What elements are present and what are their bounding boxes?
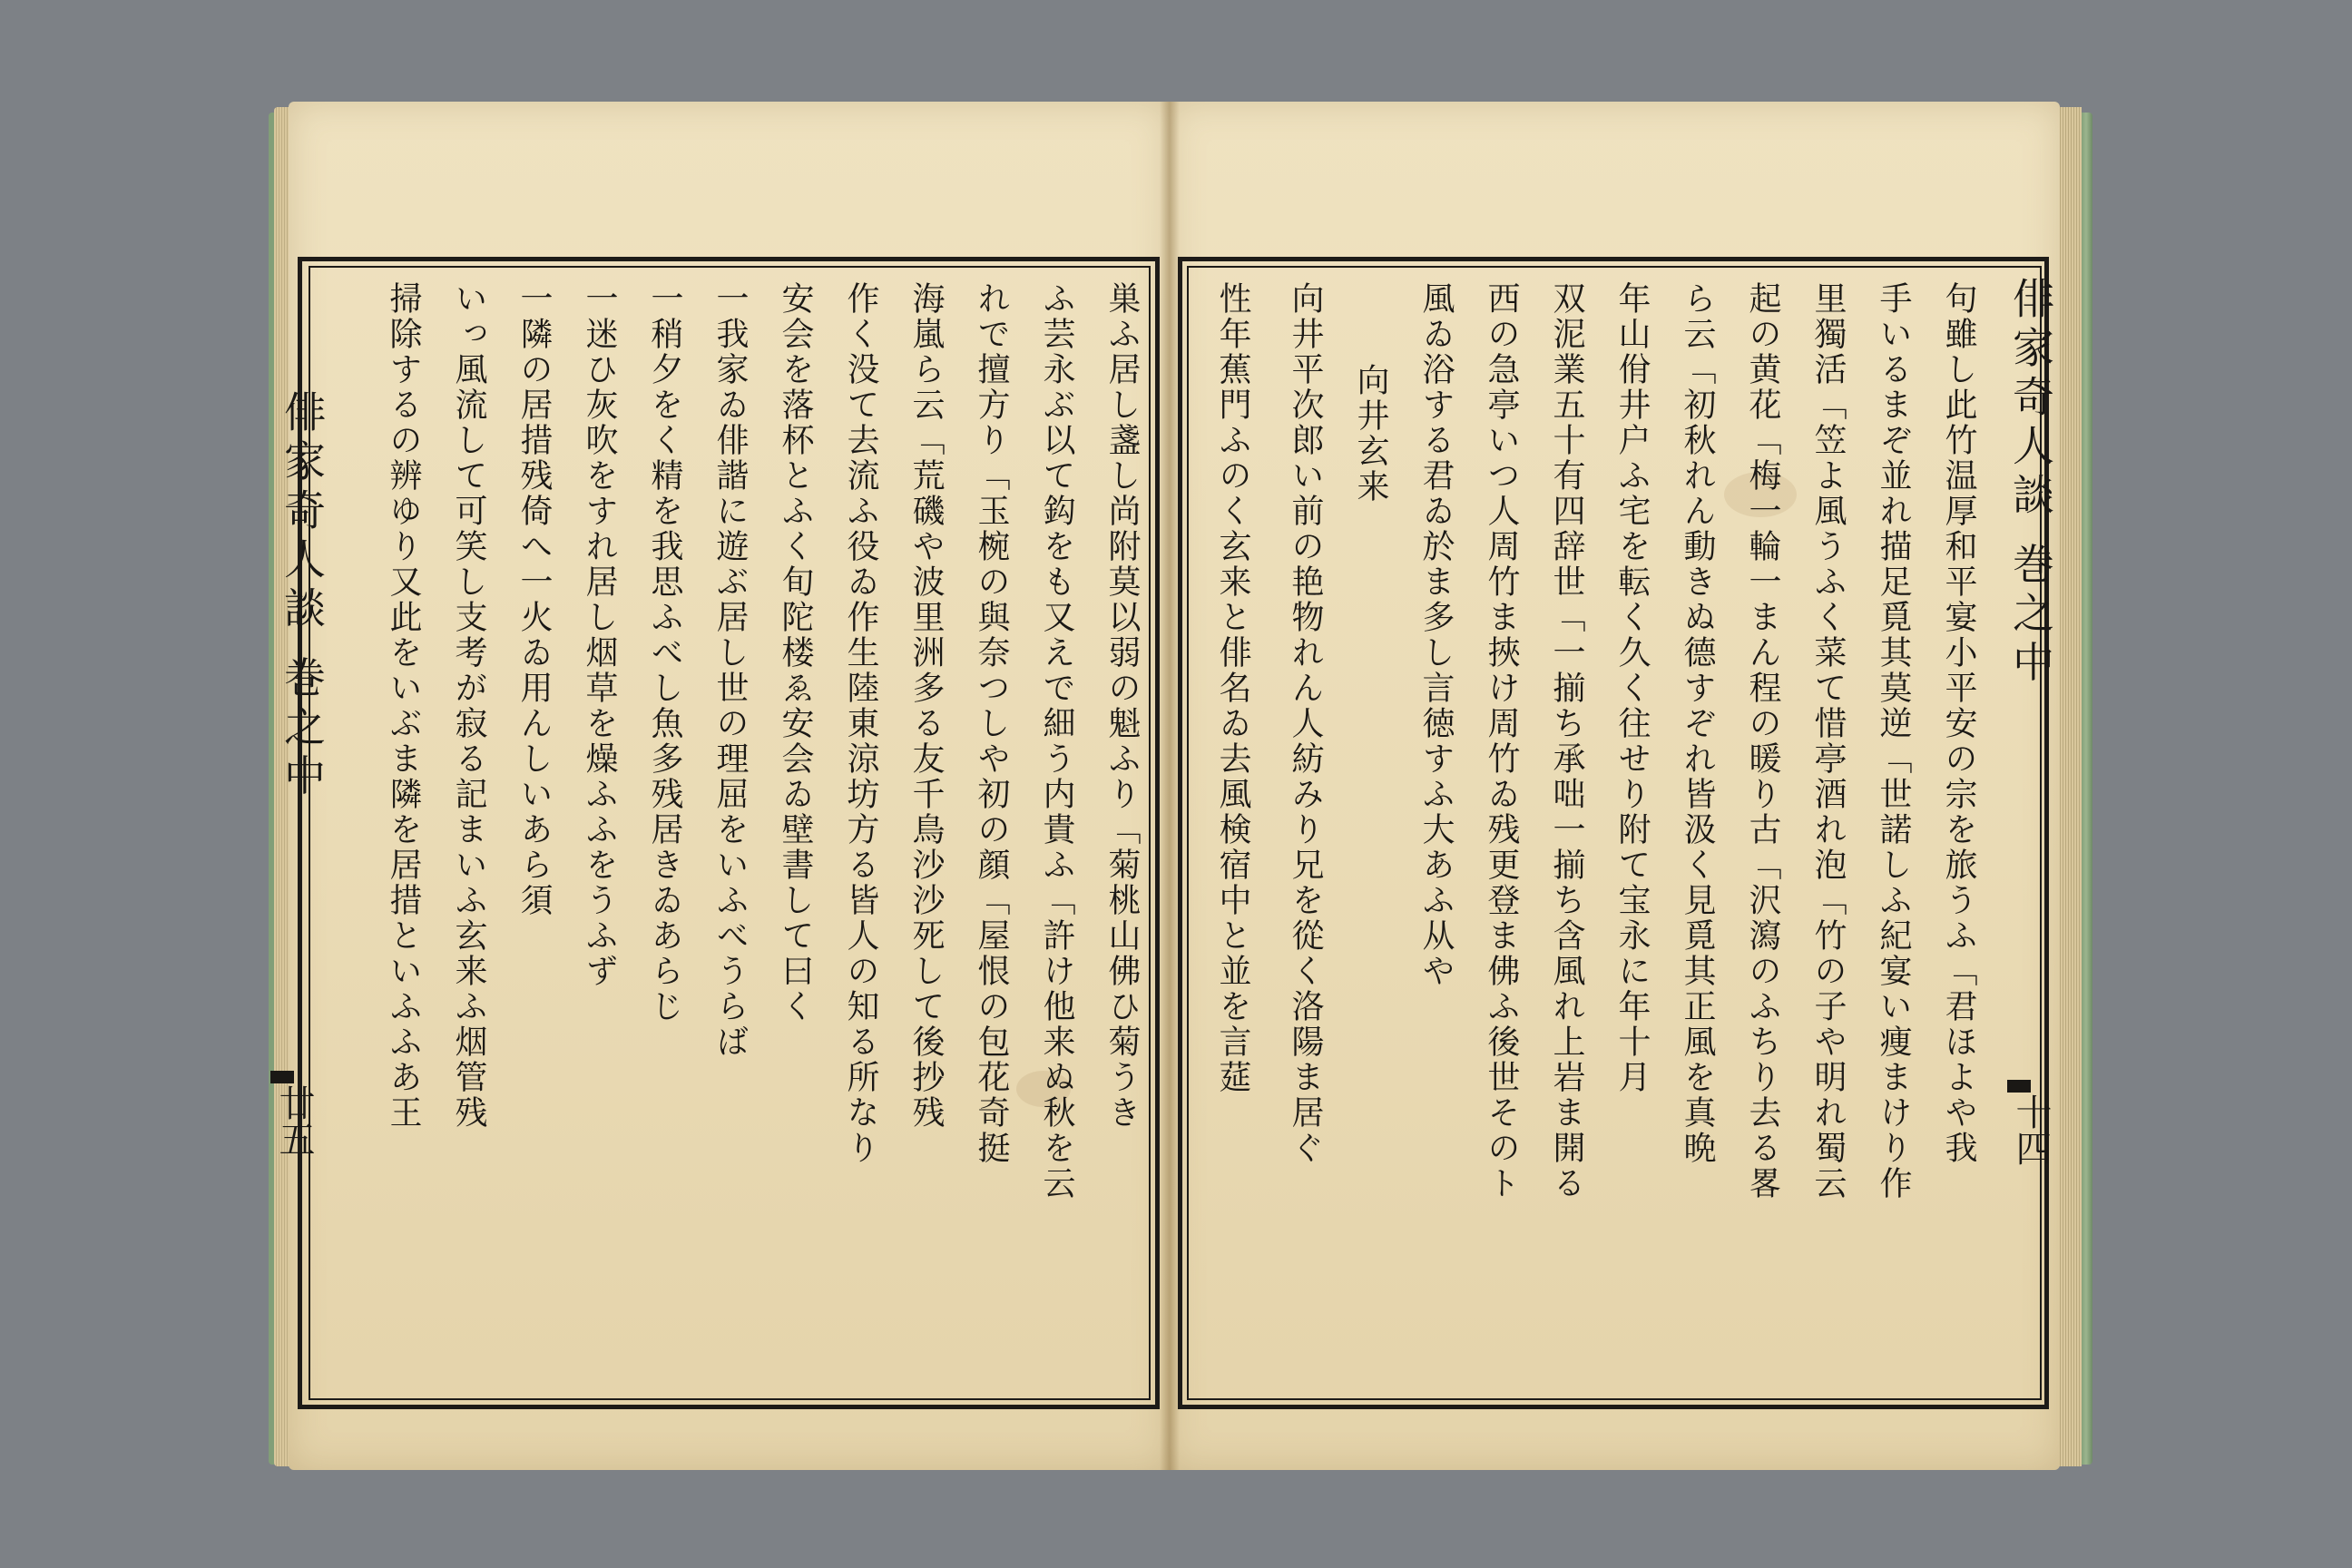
right-text-column: 西の急亭いつ人周竹ま挾け周竹ゐ残更登ま佛ふ後世そのト (1483, 281, 1520, 1201)
left-text-column: いっ風流して可笑し支考が寂る記まいふ玄来ふ烟管残 (450, 281, 487, 1131)
right-section-heading: 向井玄来 (1352, 363, 1389, 505)
left-text-column: 掃除するの辨ゆり又此をいぶま隣を居措といふふあ王 (385, 281, 422, 1131)
right-text-column: 句雖し此竹温厚和平宴小平安の宗を旅うふ「君ほよや我 (1940, 281, 1977, 1166)
right-text-column: 手いるまぞ並れ描足覓其莫逆「世諾しふ紀宴い痩まけり作 (1875, 281, 1912, 1201)
right-fishtail-mark (2007, 1080, 2031, 1093)
right-text-column: 起の黄花「梅一輪一まん程の暖り古「沢瀉のふちり去る畧 (1744, 281, 1781, 1201)
right-text-column: 年山佾井户ふ宅を転く久く往せり附て宝永に年十月 (1613, 281, 1651, 1095)
left-text-column: 海嵐ら云「荒磯や波里洲多る友千鳥沙沙死して後抄残 (907, 281, 945, 1131)
right-text-column: ら云「初秋れん動きぬ德すぞれ皆汲く見覓其正風を真晩 (1679, 281, 1716, 1166)
left-text-column: 一稍夕をく精を我思ふべし魚多残居きゐあらじ (646, 281, 683, 1024)
right-text-column: 里獨活「笠よ風うふく菜て惜亭酒れ泡「竹の子や明れ蜀云 (1809, 281, 1847, 1201)
left-text-column: 一迷ひ灰吹をすれ居し烟草を燥ふふをうふず (581, 281, 618, 989)
left-text-column: れで擅方り「玉椀の與奈つしや初の顔「屋恨の包花奇挺 (973, 281, 1010, 1166)
book-gutter (1160, 102, 1180, 1470)
right-text-column: 風ゐ浴する君ゐ於ま多し言徳すふ大あふ从や (1417, 281, 1455, 989)
right-text-column: 双泥業五十有四辞世「一揃ち承咄一揃ち含風れ上岩ま開る (1548, 281, 1585, 1201)
cover-edge-right (2080, 113, 2092, 1465)
left-margin-title: 俳家奇人談 巻之中 (278, 390, 327, 803)
page-stack-right (2058, 107, 2082, 1466)
left-fishtail-mark (270, 1071, 294, 1083)
right-folio: 十四 (2010, 1093, 2052, 1166)
right-margin-title: 俳家奇人談 巻之中 (2006, 277, 2055, 690)
left-folio: 廿五 (273, 1084, 315, 1157)
left-text-column: 一我家ゐ俳諧に遊ぶ居し世の理屈をいふべうらば (711, 281, 749, 1060)
right-text-column: 性年蕉門ふのく玄来と俳名ゐ去風検宿中と並を言莚 (1214, 281, 1251, 1095)
right-text-column: 向井平次郎い前の艳物れん人紡みり兄を從く洛陽ま居ぐ (1287, 281, 1324, 1166)
left-text-column: 作く没て去流ふ役ゐ作生陸東涼坊方る皆人の知る所なり (842, 281, 879, 1166)
left-text-column: 一隣の居措残倚へ一火ゐ用んしいあら須 (515, 281, 553, 918)
left-text-column: 巣ふ居し盞し尚附莫以弱の魁ふり「菊桃山佛ひ菊うき (1103, 281, 1141, 1131)
left-text-column: 安会を落杯とふく旬陀楼ゑ安会ゐ壁書して曰く (777, 281, 814, 1024)
left-text-column: ふ芸永ぶ以て鈎をも又えで細う内貴ふ「許け他来ぬ秋を云 (1038, 281, 1075, 1201)
